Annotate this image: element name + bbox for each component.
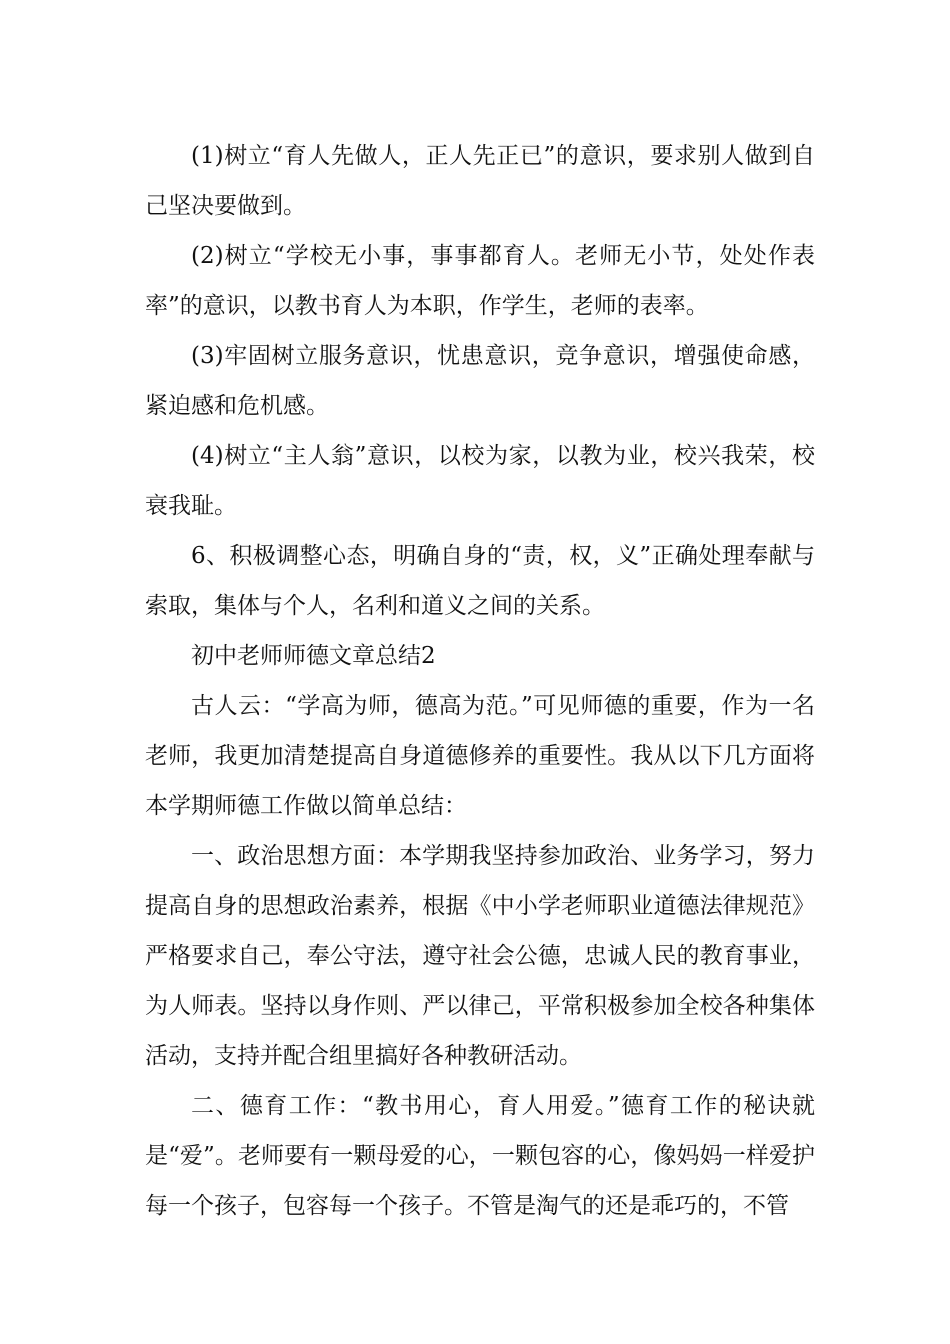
paragraph-moral-education: 二、德育工作：“教书用心，育人用爱。”德育工作的秘诀就是“爱”。老师要有一颗母爱的心，一颗包容的心，像妈妈一样爱护每一个孩子，包容每一个孩子。不管是淘气的还是乖巧的，不管	[145, 1093, 815, 1219]
document-body	[145, 131, 815, 1231]
paragraph-political: 一、政治思想方面：本学期我坚持参加政治、业务学习，努力提高自身的思想政治素养，根据《中小学老师职业道德法律规范》严格要求自己，奉公守法，遵守社会公德，忠诚人民的教育事业，为人师表。坚持以身作则、严以律己，平常积极参加全校各种集体活动，支持并配合组里搞好各种教研活动。	[145, 843, 815, 1069]
section-heading: 初中老师师德文章总结2	[191, 643, 436, 669]
paragraph-item-3: (3)牢固树立服务意识，忧患意识，竞争意识，增强使命感，紧迫感和危机感。	[145, 343, 815, 419]
paragraph-item-4: (4)树立“主人翁”意识，以校为家，以教为业，校兴我荣，校衰我耻。	[145, 443, 815, 519]
paragraph-intro: 古人云：“学高为师，德高为范。”可见师德的重要，作为一名老师，我更加清楚提高自身道德修养的重要性。我从以下几方面将本学期师德工作做以简单总结：	[145, 693, 815, 819]
paragraph-section-6: 6、积极调整心态，明确自身的“责，权，义”正确处理奉献与索取，集体与个人，名利和道义之间的关系。	[145, 543, 815, 619]
paragraph-item-2: (2)树立“学校无小事，事事都育人。老师无小节，处处作表率”的意识，以教书育人为本职，作学生，老师的表率。	[145, 243, 815, 319]
paragraph-item-1: (1)树立“育人先做人，正人先正已”的意识，要求别人做到自己坚决要做到。	[145, 143, 815, 219]
